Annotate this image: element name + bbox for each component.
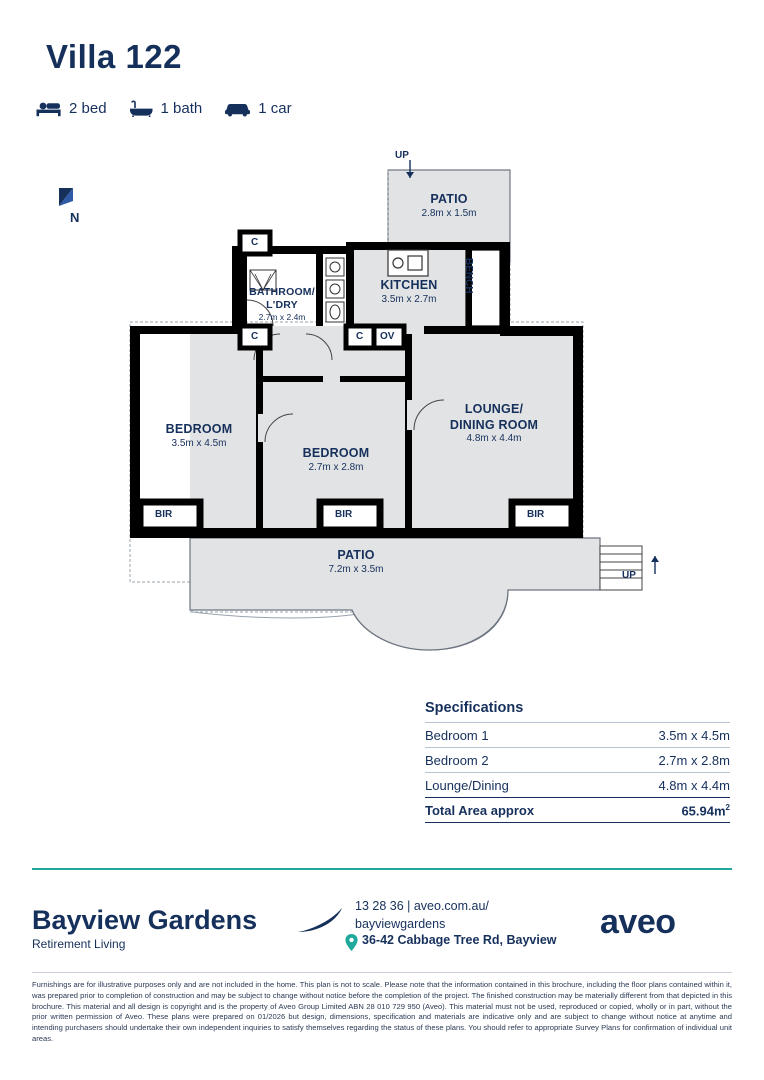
bed-icon xyxy=(36,100,62,117)
brand-tagline: Retirement Living xyxy=(32,937,126,951)
total-area-label: Total Area approx xyxy=(425,803,535,818)
total-area-unit: 2 xyxy=(725,803,730,812)
room-label-bathroom: BATHROOM/ L'DRY 2.7m x 2.4m xyxy=(249,286,315,323)
brand-name: Bayview Gardens xyxy=(32,905,258,935)
spec-value: 2.7m x 2.8m xyxy=(658,753,730,768)
room-label-patio-bottom: PATIO 7.2m x 3.5m xyxy=(328,548,384,575)
disclaimer-text: Furnishings are for illustrative purposes only and are not included in the home. This plan is not to scale. Please note that the information contained in this brochure, including the floor plans contained within it, was prepared prior to completion of construction and may be subject to change without notice before the completion of the project. The finished construction may be materially different from that depicted in this brochure. This material and all design is copyright and is the property of Aveo Group Limited ABN 28 010 729 950 (Aveo). This material must not be used, reproduced or copied, wholly or in part, without the prior written permission of Aveo. These plans were prepared on 01/2026 but design, dimensions, specification and materials are indicative only and are subject to change without notice at anytime and intending purchasers should undertake their own independent inquiries to satisfy themselves regarding the status of these plans. You should refer to appropriate Survey Plans for confirmation of individual unit areas. xyxy=(32,980,732,1043)
tag-up-right: UP xyxy=(622,570,636,581)
feature-car-label: 1 car xyxy=(258,100,292,117)
tag-cupboard-2: C xyxy=(251,331,259,342)
feature-summary xyxy=(36,100,306,117)
bath-icon xyxy=(129,100,154,117)
table-row xyxy=(425,722,730,747)
tag-cupboard-3: C xyxy=(356,331,364,342)
spec-label: Bedroom 1 xyxy=(425,728,489,743)
feature-bed-label: 2 bed xyxy=(69,100,107,117)
table-row xyxy=(425,747,730,772)
room-label-lounge-dining: LOUNGE/ DINING ROOM 4.8m x 4.4m xyxy=(449,402,539,445)
divider-grey xyxy=(32,972,732,973)
tag-bir-2: BIR xyxy=(335,509,353,520)
car-icon xyxy=(224,100,251,117)
tag-bir-1: BIR xyxy=(155,509,173,520)
specifications-table xyxy=(425,700,730,823)
feature-bath xyxy=(129,100,203,117)
tag-bir-3: BIR xyxy=(527,509,545,520)
contact-web-handle[interactable]: bayviewgardens xyxy=(355,917,446,932)
feature-bed xyxy=(36,100,107,117)
contact-block xyxy=(355,897,489,933)
table-row-total xyxy=(425,797,730,823)
spec-label: Lounge/Dining xyxy=(425,778,509,793)
room-label-bedroom-2: BEDROOM 2.7m x 2.8m xyxy=(302,446,370,473)
location-pin-icon xyxy=(345,934,358,956)
tag-oven: OV xyxy=(380,331,395,342)
spec-value: 3.5m x 4.5m xyxy=(658,728,730,743)
swoosh-icon xyxy=(296,908,344,939)
room-label-patio-top: PATIO 2.8m x 1.5m xyxy=(421,192,477,219)
aveo-logo: aveo xyxy=(600,903,676,941)
total-area-number: 65.94m xyxy=(681,803,726,819)
room-label-bedroom-1: BEDROOM 3.5m x 4.5m xyxy=(165,422,233,449)
divider-teal xyxy=(32,868,732,870)
room-label-kitchen: KITCHEN 3.5m x 2.7m xyxy=(380,278,438,305)
spec-value: 4.8m x 4.4m xyxy=(658,778,730,793)
tag-up-top: UP xyxy=(395,150,409,161)
compass-north-label: N xyxy=(70,210,80,225)
floorplan-drawing xyxy=(0,150,700,670)
address-text: 36-42 Cabbage Tree Rd, Bayview xyxy=(362,933,557,947)
contact-phone-web[interactable]: 13 28 36 | aveo.com.au/ xyxy=(355,899,489,913)
specifications-heading: Specifications xyxy=(425,700,524,716)
feature-car xyxy=(224,100,291,117)
page-title: Villa 122 xyxy=(46,38,183,75)
table-row xyxy=(425,772,730,797)
spec-label: Bedroom 2 xyxy=(425,753,489,768)
tag-bench: BENCH xyxy=(463,258,474,294)
brand-block xyxy=(32,905,257,951)
tag-cupboard-1: C xyxy=(251,237,259,248)
feature-bath-label: 1 bath xyxy=(160,100,203,117)
total-area-value xyxy=(681,803,730,818)
